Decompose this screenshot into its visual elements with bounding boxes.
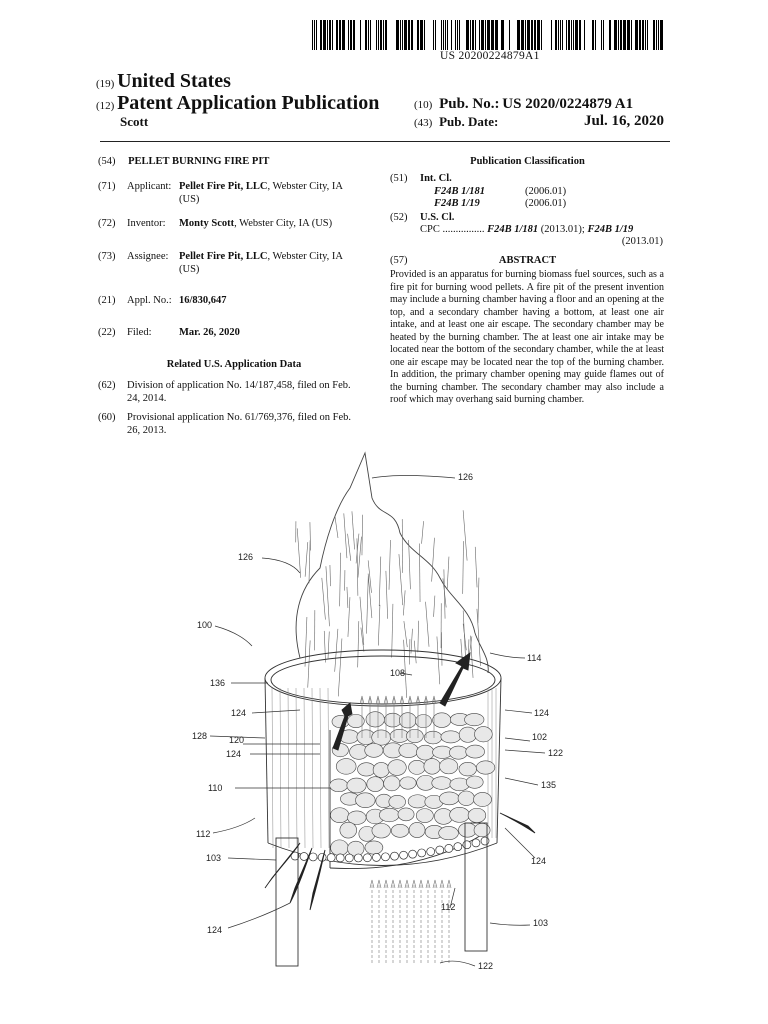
barcode-bar [592, 20, 594, 50]
air-hole [418, 849, 426, 857]
pellet [384, 713, 401, 727]
barcode-bar [584, 20, 585, 50]
barcode-bar [656, 20, 657, 50]
pellet [365, 743, 383, 757]
barcode-bar [420, 20, 423, 50]
barcode-bar [660, 20, 663, 50]
air-hole [409, 850, 417, 858]
barcode-bar [424, 20, 425, 50]
barcode-bar [495, 20, 498, 50]
flame-stroke [305, 617, 307, 667]
barcode-bar [316, 20, 317, 50]
outer-wall-left [265, 678, 268, 843]
filed-label: Filed: [127, 327, 152, 338]
appl-label: Appl. No.: [127, 295, 172, 306]
barcode-bar [350, 20, 352, 50]
air-intake-holes [291, 837, 489, 862]
barcode-bar [541, 20, 542, 50]
barcode [312, 20, 664, 50]
flame-stroke [426, 602, 429, 647]
barcode-bar [525, 20, 526, 50]
barcode-bar [573, 20, 574, 50]
flame-stroke [378, 605, 380, 646]
flame-hatching [296, 510, 481, 698]
pellet [416, 745, 434, 760]
inventor-value: Monty Scott, Webster City, IA (US) [179, 218, 333, 229]
pellet [439, 792, 459, 805]
barcode-bar [568, 20, 570, 50]
barcode-bar [342, 20, 345, 50]
ref-128: 128 [192, 731, 208, 741]
intcl-2: F24B 1/19 [434, 198, 480, 209]
barcode-bar [470, 20, 471, 50]
applicant-value: Pellet Fire Pit, LLC, Webster City, IA (US) [179, 181, 344, 205]
barcode-bar [575, 20, 578, 50]
flame-stroke [347, 587, 348, 608]
barcode-bar [451, 20, 452, 50]
pub-type-line: (12) Patent Application Publication [96, 92, 380, 114]
flame-stroke [322, 578, 326, 620]
applicant-label: Applicant: [127, 181, 172, 192]
barcode-bar [517, 20, 520, 50]
pellet [439, 826, 459, 839]
wall-hatch-line [288, 688, 289, 848]
flame-stroke [335, 629, 338, 672]
pellet [356, 793, 376, 808]
pellet [473, 792, 491, 806]
wood-pellets [330, 712, 495, 856]
pellet [365, 841, 383, 854]
ref-136: 136 [210, 678, 226, 688]
flame-stroke [392, 604, 393, 658]
barcode-bar [368, 20, 369, 50]
division-text: Division of application No. 14/187,458, filed on Feb. 24, 2014. [127, 380, 351, 404]
assignee-code: (73) [98, 251, 116, 262]
barcode-bar [353, 20, 355, 50]
applicant-code: (71) [98, 181, 116, 192]
intcl-1: F24B 1/181 [434, 186, 486, 197]
pellet [347, 778, 366, 793]
pellet [465, 713, 484, 725]
pellet [424, 759, 441, 775]
ref-124-c: 124 [226, 749, 242, 759]
publication-number: US 2020/0224879 A1 [502, 96, 634, 112]
flame-stroke [411, 629, 413, 654]
pellet [388, 760, 407, 776]
pellet [476, 761, 495, 774]
ref-112-a: 112 [196, 829, 211, 839]
pellet [416, 809, 433, 823]
flame-stroke [420, 543, 421, 601]
barcode-bar [653, 20, 655, 50]
barcode-bar [339, 20, 341, 50]
pellet [458, 791, 474, 806]
barcode-bar [360, 20, 361, 50]
wall-hatch-line [312, 688, 313, 848]
flame-stroke [367, 576, 369, 634]
classification-heading: Publication Classification [470, 156, 585, 167]
ref-135: 135 [541, 780, 557, 790]
pellet [474, 823, 490, 836]
flame-stroke [362, 515, 363, 555]
title-field: (54) PELLET BURNING FIRE PIT [98, 156, 270, 167]
flame-stroke [305, 542, 308, 577]
barcode-bar [579, 20, 581, 50]
flame-stroke [478, 578, 479, 624]
barcode-bar [562, 20, 563, 50]
air-hole [436, 846, 444, 854]
barcode-bar [537, 20, 540, 50]
barcode-bar [601, 20, 602, 50]
pellet [466, 745, 485, 758]
inventor-short: Scott [120, 114, 149, 129]
barcode-bar [380, 20, 382, 50]
pellet [379, 808, 399, 822]
barcode-bar [614, 20, 617, 50]
barcode-bar [445, 20, 446, 50]
flame-stroke [340, 553, 341, 607]
flame-stroke [309, 540, 310, 583]
provisional-text: Provisional application No. 61/769,376, filed on Feb. 26, 2013. [127, 412, 351, 436]
filed-code: (22) [98, 327, 116, 338]
barcode-bar [402, 20, 403, 50]
publication-type: Patent Application Publication [117, 92, 380, 114]
air-hole [354, 854, 362, 862]
barcode-bar [457, 20, 458, 50]
barcode-bar [365, 20, 367, 50]
barcode-bar [417, 20, 419, 50]
pellet [391, 824, 409, 837]
wall-hatch-line [296, 688, 297, 848]
pellet [372, 823, 391, 838]
barcode-bar [534, 20, 536, 50]
pellet [389, 795, 406, 808]
barcode-bar [404, 20, 407, 50]
pellet [439, 759, 457, 774]
ref-103-a: 103 [206, 853, 222, 863]
air-hole [381, 853, 389, 861]
outer-wall-right [497, 678, 501, 843]
publication-date: Jul. 16, 2020 [583, 113, 664, 129]
pellet [384, 776, 400, 791]
flame-stroke [358, 621, 359, 667]
air-hole [445, 844, 453, 852]
air-hole [363, 854, 371, 862]
patent-drawing [0, 448, 768, 1024]
wall-hatch-line [320, 688, 321, 848]
ref-126-left: 126 [238, 552, 254, 562]
barcode-bar [501, 20, 504, 50]
barcode-bar [620, 20, 622, 50]
pellet [408, 795, 427, 808]
barcode-bar [385, 20, 387, 50]
barcode-bar [595, 20, 596, 50]
barcode-bar [558, 20, 559, 50]
air-hole [454, 843, 462, 851]
barcode-bar [370, 20, 371, 50]
air-hole [427, 848, 435, 856]
barcode-bar [408, 20, 410, 50]
flame-stroke [330, 565, 331, 586]
pellet [400, 777, 416, 789]
ref-114: 114 [527, 653, 542, 663]
pellet [340, 822, 357, 838]
ref-122-b: 122 [478, 961, 494, 971]
barcode-bar [376, 20, 377, 50]
header-rule [100, 141, 670, 142]
barcode-bar [631, 20, 632, 50]
uscl-code: (52) [390, 212, 408, 223]
barcode-bar [459, 20, 460, 50]
flame-stroke [434, 596, 435, 617]
flame-stroke [441, 632, 442, 665]
flame-stroke [399, 554, 403, 605]
air-hole [463, 841, 471, 849]
flame-stroke [475, 547, 477, 588]
intcl-code: (51) [390, 173, 408, 184]
pellet [366, 712, 384, 727]
barcode-bar [658, 20, 659, 50]
barcode-bar [645, 20, 646, 50]
ref-124-e: 124 [207, 925, 223, 935]
pellet [398, 808, 414, 821]
pellet [336, 759, 356, 775]
uscl-label: U.S. Cl. [420, 212, 455, 223]
ref-124-b: 124 [534, 708, 550, 718]
barcode-bar [383, 20, 384, 50]
barcode-bar [603, 20, 604, 50]
barcode-bar [527, 20, 530, 50]
ref-126-top: 126 [458, 472, 474, 482]
abstract-text: Provided is an apparatus for burning biomass fuel sources, such as a fire pit for burning wood pellets. A fire pit of the present invention may include a burning chamber having a floor and an opening at the top, and a secondary chamber having a bottom, at least one air intake, and at least one air escape. The secondary chamber may be heated by the burning chamber. The at least one air intake may be located near the bottom of the secondary chamber, while the at least one air escape may be located near the top of the burning chamber. In addition, the primary chamber opening may guide flames out of the burning chamber. The secondary chamber may also include a roof which may overhang said burning chamber. [390, 269, 664, 405]
cpc-2-date: (2013.01) [621, 236, 663, 247]
barcode-bar [433, 20, 434, 50]
flame-stroke [344, 513, 347, 558]
barcode-bar [320, 20, 322, 50]
intcl-2-date: (2006.01) [525, 198, 567, 209]
barcode-bar [443, 20, 444, 50]
ref-110: 110 [208, 783, 223, 793]
division-code: (62) [98, 380, 116, 391]
barcode-bar [441, 20, 442, 50]
flame-stroke [389, 540, 390, 590]
flame-stroke [335, 516, 338, 538]
abstract-code: (57) [390, 255, 408, 266]
ref-120: 120 [229, 735, 245, 745]
barcode-bar [647, 20, 648, 50]
pellet [409, 760, 426, 774]
barcode-bar [314, 20, 315, 50]
invention-title: PELLET BURNING FIRE PIT [128, 156, 270, 167]
pub-date-line: (43) Pub. Date: Jul. 16, 2020 [414, 113, 664, 129]
intcl-1-date: (2006.01) [525, 186, 567, 197]
pellet [358, 763, 376, 776]
ref-100: 100 [197, 620, 213, 630]
barcode-bar [551, 20, 552, 50]
barcode-bar [521, 20, 524, 50]
flame-stroke [338, 638, 342, 696]
pellet [441, 731, 461, 743]
flame-stroke [432, 538, 435, 582]
intcl-label: Int. Cl. [420, 173, 452, 184]
flame-stroke [352, 511, 355, 549]
barcode-bar [566, 20, 567, 50]
air-hole [372, 853, 380, 861]
flame-stroke [403, 590, 405, 615]
barcode-number: US 20200224879A1 [440, 50, 540, 62]
barcode-bar [396, 20, 399, 50]
air-hole [391, 852, 399, 860]
air-hole [345, 854, 353, 862]
related-heading: Related U.S. Application Data [166, 359, 302, 370]
barcode-bar [618, 20, 619, 50]
pellet [459, 727, 476, 742]
ref-102: 102 [532, 732, 548, 742]
barcode-bar [479, 20, 480, 50]
provisional-code: (60) [98, 412, 116, 423]
barcode-bar [332, 20, 333, 50]
air-hole [472, 839, 480, 847]
barcode-bar [329, 20, 331, 50]
ref-122-a: 122 [548, 748, 564, 758]
flame-stroke [404, 621, 407, 647]
abstract-heading: ABSTRACT [498, 255, 557, 266]
flame-stroke [379, 557, 381, 606]
air-hole [481, 837, 489, 845]
pellet [432, 777, 452, 790]
flame-stroke [324, 631, 325, 663]
barcode-bar [336, 20, 338, 50]
ref-103-b: 103 [533, 918, 549, 928]
wall-hatch-line [328, 688, 329, 848]
pellet [330, 779, 348, 792]
flame-stroke [308, 640, 310, 687]
barcode-bar [487, 20, 490, 50]
flame-stroke [422, 521, 424, 544]
barcode-bar [400, 20, 401, 50]
barcode-bar [555, 20, 557, 50]
ref-112-b: 112 [441, 902, 456, 912]
flame-stroke [386, 571, 388, 619]
barcode-bar [475, 20, 476, 50]
flame-stroke [463, 510, 467, 560]
barcode-bar [609, 20, 611, 50]
appl-code: (21) [98, 295, 116, 306]
barcode-bar [571, 20, 572, 50]
barcode-bar [455, 20, 456, 50]
pellet [474, 727, 492, 742]
assignee-label: Assignee: [127, 251, 169, 262]
pellet [450, 807, 470, 822]
barcode-bar [411, 20, 413, 50]
flame-stroke [326, 566, 330, 626]
inventor-code: (72) [98, 218, 116, 229]
ref-124-d: 124 [531, 856, 547, 866]
pellet [449, 746, 467, 759]
flame-stroke [414, 641, 416, 664]
pellet [399, 743, 418, 757]
pellet [466, 776, 483, 788]
pellet [468, 808, 486, 822]
country: United States [117, 70, 231, 92]
barcode-bar [472, 20, 474, 50]
flame-stroke [409, 540, 411, 589]
air-hole [400, 851, 408, 859]
pellet [459, 762, 477, 776]
application-number: 16/830,647 [179, 295, 227, 306]
barcode-bar [327, 20, 328, 50]
pub-number-line: (10) Pub. No.: US 2020/0224879 A1 [414, 96, 634, 112]
air-hole [336, 854, 344, 862]
wall-hatch-line [304, 688, 305, 848]
flame-stroke [447, 557, 449, 590]
barcode-bar [491, 20, 494, 50]
pellet [372, 730, 391, 745]
inventor-label: Inventor: [127, 218, 166, 229]
pellet [433, 713, 451, 728]
barcode-bar [627, 20, 630, 50]
flame-stroke [348, 534, 351, 561]
pellet [330, 808, 349, 823]
barcode-bar [623, 20, 626, 50]
pellet [406, 729, 423, 743]
flame-stroke [348, 597, 350, 637]
barcode-bar [435, 20, 436, 50]
pellet [331, 840, 349, 856]
barcode-bar [466, 20, 469, 50]
barcode-bar [642, 20, 644, 50]
country-line: (19) United States [96, 70, 231, 92]
ref-108: 108 [390, 668, 406, 678]
barcode-bar [481, 20, 484, 50]
flame-stroke [328, 631, 329, 658]
flame-stroke [418, 621, 419, 653]
filed-date: Mar. 26, 2020 [179, 327, 240, 338]
barcode-bar [560, 20, 561, 50]
air-hole [327, 854, 335, 862]
pellet [424, 731, 442, 744]
pellet [367, 777, 384, 792]
barcode-bar [509, 20, 510, 50]
flame-stroke [437, 636, 440, 684]
barcode-bar [639, 20, 641, 50]
barcode-bar [312, 20, 313, 50]
wall-hatch-line [280, 688, 281, 848]
barcode-bar [531, 20, 533, 50]
flame-stroke [463, 541, 464, 594]
flame-stroke [358, 537, 361, 578]
pellet [373, 762, 389, 777]
barcode-bar [378, 20, 379, 50]
barcode-bar [323, 20, 326, 50]
ref-124-a: 124 [231, 708, 247, 718]
assignee-value: Pellet Fire Pit, LLC, Webster City, IA (US) [179, 251, 344, 275]
pellet [409, 822, 425, 837]
cpc-line: CPC ................ F24B 1/181 (2013.01); F24B 1/19 [420, 224, 634, 235]
barcode-bar [635, 20, 638, 50]
barcode-bar [485, 20, 486, 50]
barcode-bar [447, 20, 448, 50]
barcode-bar [348, 20, 349, 50]
flame-stroke [477, 609, 481, 666]
